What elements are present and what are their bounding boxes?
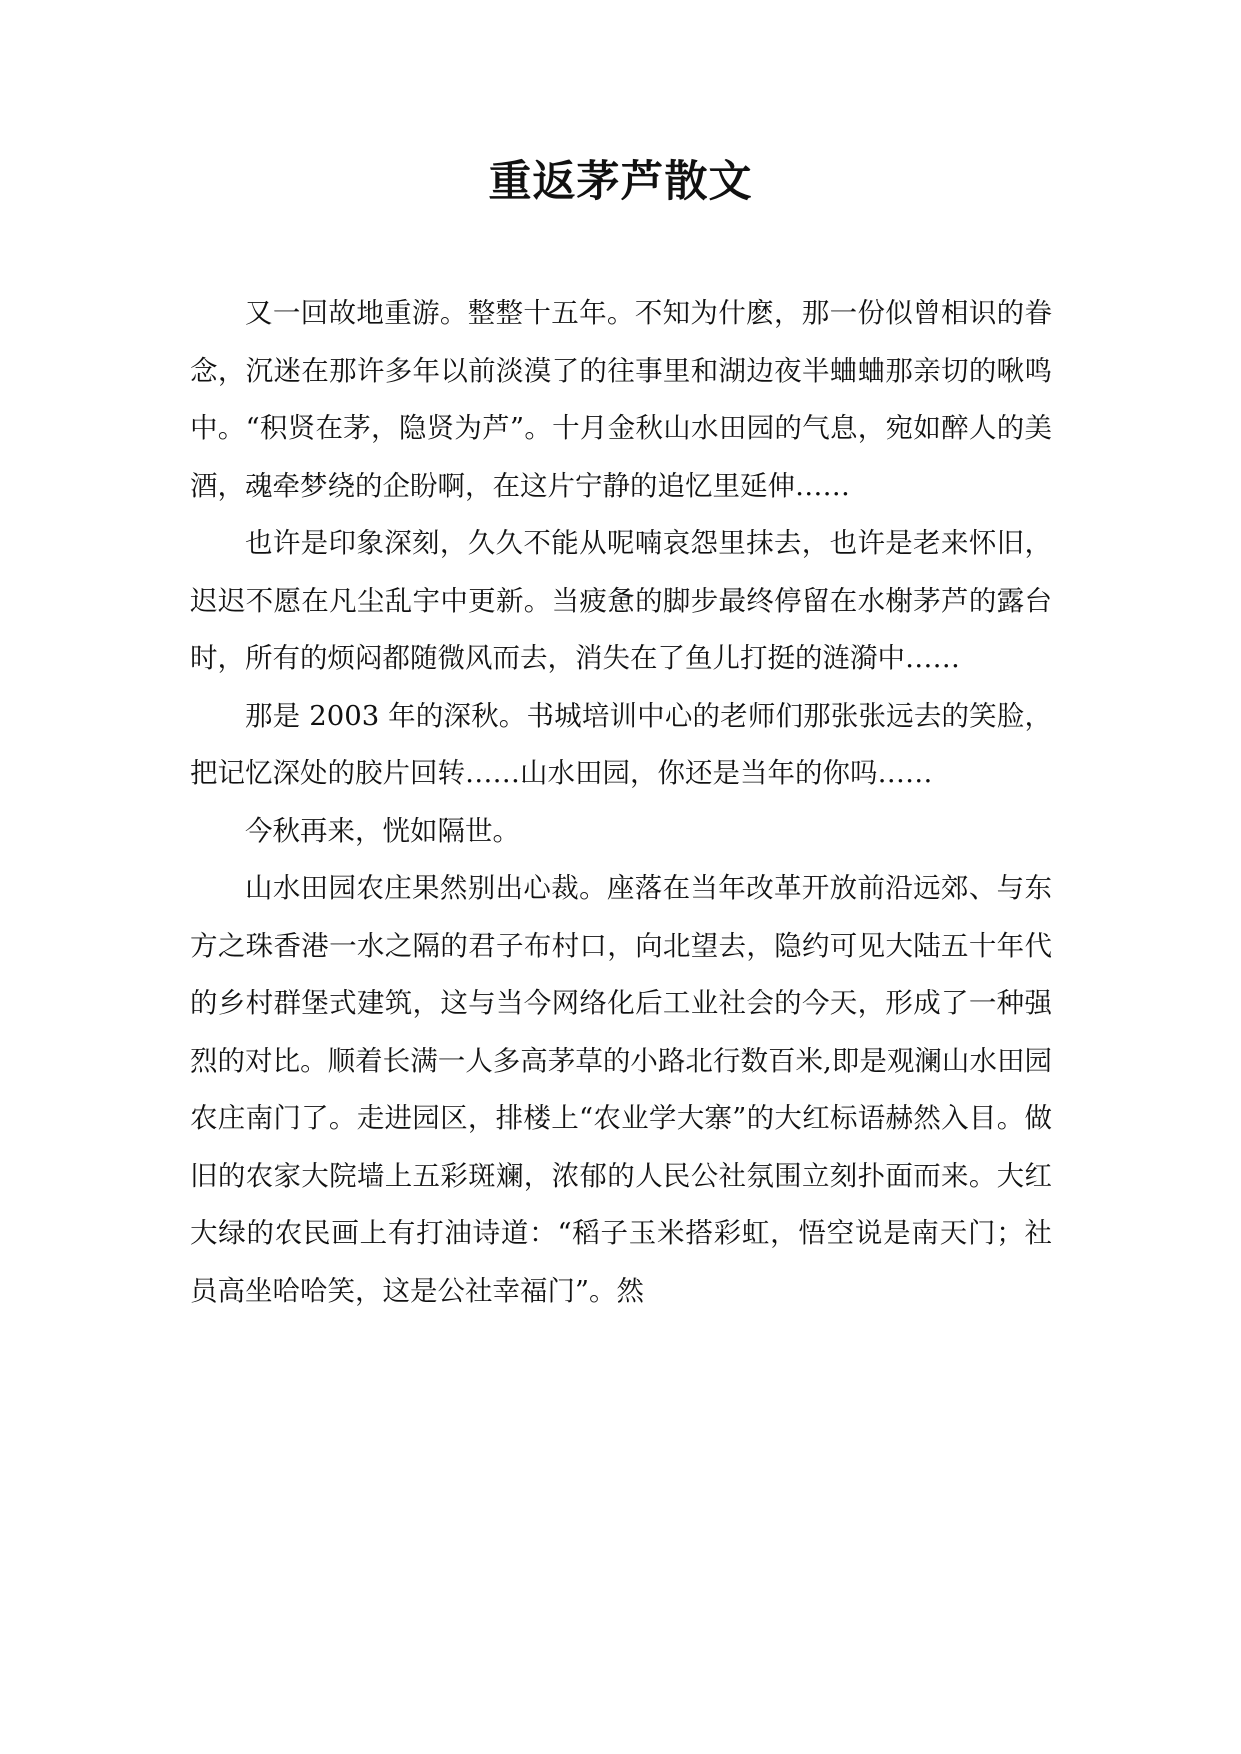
document-title: 重返茅芦散文	[488, 157, 753, 207]
paragraph-2: 也许是印象深刻，久久不能从呢喃哀怨里抹去，也许是老来怀旧，迟迟不愿在凡尘乱宇中更新。当疲惫的脚步最终停留在水榭茅芦的露台时，所有的烦闷都随微风而去，消失在了鱼儿打挺的涟漪中……	[190, 527, 1052, 674]
document-body	[190, 285, 1052, 1320]
paragraph-4: 今秋再来，恍如隔世。	[245, 814, 520, 847]
paragraph-5: 山水田园农庄果然别出心裁。座落在当年改革开放前沿远郊、与东方之珠香港一水之隔的君子布村口，向北望去，隐约可见大陆五十年代的乡村群堡式建筑，这与当今网络化后工业社会的今天，形成了一种强烈的对比。顺着长满一人多高茅草的小路北行数百米,即是观澜山水田园农庄南门了。走进园区，排楼上“农业学大寨”的大红标语赫然入目。做旧的农家大院墙上五彩斑斓，浓郁的人民公社氛围立刻扑面而来。大红大绿的农民画上有打油诗道：“稻子玉米搭彩虹，悟空说是南天门；社员高坐哈哈笑，这是公社幸福门”。然	[190, 872, 1052, 1307]
paragraph-3: 那是 2003 年的深秋。书城培训中心的老师们那张张远去的笑脸，把记忆深处的胶片回转……山水田园，你还是当年的你吗……	[190, 699, 1052, 789]
paragraph-1: 又一回故地重游。整整十五年。不知为什麽，那一份似曾相识的眷念，沉迷在那许多年以前淡漠了的往事里和湖边夜半蛐蛐那亲切的啾鸣中。“积贤在茅，隐贤为芦”。十月金秋山水田园的气息，宛如醉人的美酒，魂牵梦绕的企盼啊，在这片宁静的追忆里延伸……	[190, 297, 1052, 502]
